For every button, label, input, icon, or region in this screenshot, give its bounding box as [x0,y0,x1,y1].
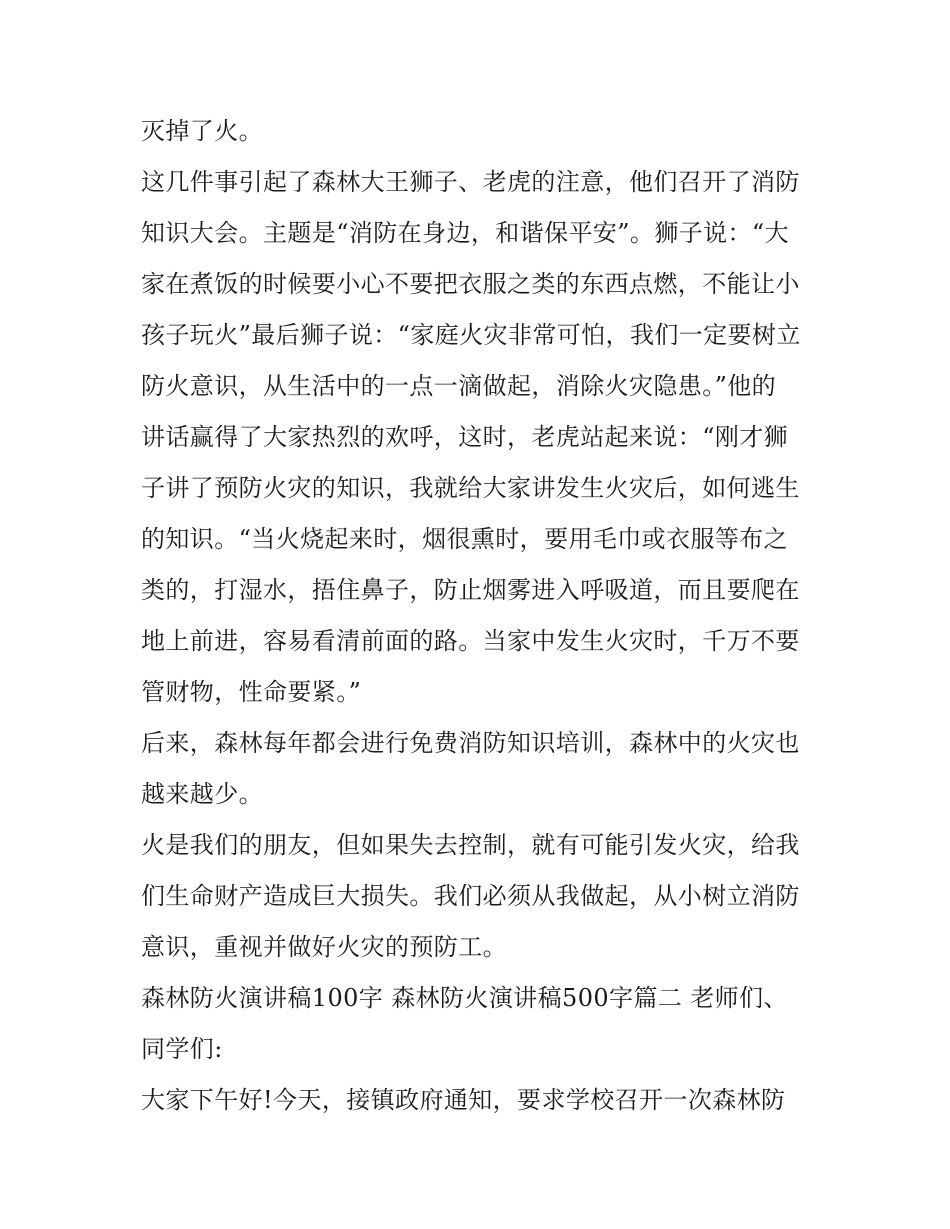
text-line: 同学们: [141,1035,223,1063]
text-line: 讲话赢得了大家热烈的欢呼，这时，老虎站起来说：“刚才狮 [141,423,789,451]
text-line: 这几件事引起了森林大王狮子、老虎的注意，他们召开了消防 [141,168,800,196]
text-line: 孩子玩火”最后狮子说：“家庭火灾非常可怕，我们一定要树立 [141,321,801,349]
text-line: 地上前进，容易看清前面的路。当家中发生火灾时，千万不要 [141,627,800,655]
text-line: 类的，打湿水，捂住鼻子，防止烟雾进入呼吸道，而且要爬在 [141,576,800,604]
text-line: 火是我们的朋友，但如果失去控制，就有可能引发火灾，给我 [141,831,800,859]
text-line: 们生命财产造成巨大损失。我们必须从我做起，从小树立消防 [141,882,800,910]
document-body [141,106,821,1126]
text-line: 知识大会。主题是“消防在身边，和谐保平安”。狮子说：“大 [141,219,790,247]
text-line: 的知识。“当火烧起来时，烟很熏时，要用毛巾或衣服等布之 [141,525,789,553]
text-line: 后来，森林每年都会进行免费消防知识培训，森林中的火灾也 [141,729,800,757]
text-line: 越来越少。 [141,780,263,808]
text-line: 防火意识，从生活中的一点一滴做起，消除火灾隐患。”他的 [141,372,777,400]
text-line: 森林防火演讲稿100字 森林防火演讲稿500字篇二 老师们、 [141,984,788,1012]
text-line: 灭掉了火。 [141,117,263,145]
text-line: 子讲了预防火灾的知识，我就给大家讲发生火灾后，如何逃生 [141,474,800,502]
text-line: 家在煮饭的时候要小心不要把衣服之类的东西点燃，不能让小 [141,270,800,298]
text-line: 管财物，性命要紧。” [141,678,362,706]
text-line: 大家下午好!今天，接镇政府通知，要求学校召开一次森林防 [141,1086,786,1114]
text-line: 意识，重视并做好火灾的预防工。 [141,933,507,961]
